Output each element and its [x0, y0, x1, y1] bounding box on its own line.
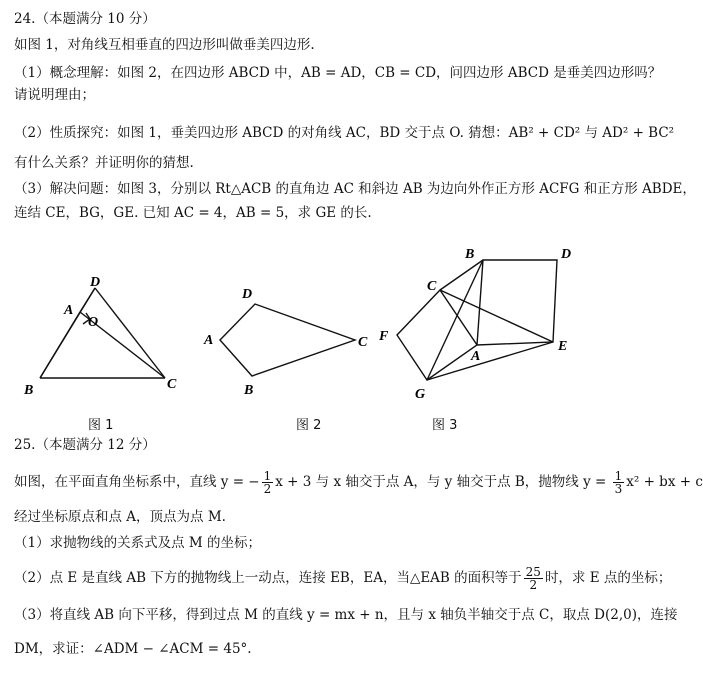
figure-2 — [200, 280, 390, 400]
fig1-caption: 图 1 — [88, 418, 114, 433]
q25-line1-pre: 如图，在平面直角坐标系中，直线 y = − — [14, 474, 260, 490]
fig3-label-b: B — [465, 247, 475, 262]
q24-part1-line2: 请说明理由； — [14, 87, 95, 103]
fig2-label-a: A — [204, 333, 214, 348]
fig3-label-g: G — [415, 387, 426, 402]
fig2-label-b: B — [244, 383, 254, 398]
fig3-label-f: F — [379, 329, 389, 344]
q24-intro: 如图 1，对角线互相垂直的四边形叫做垂美四边形. — [14, 37, 315, 53]
fraction-numerator: 25 — [525, 565, 541, 579]
fraction-numerator: 1 — [614, 469, 623, 483]
q24-part3-line2: 连结 CE，BG，GE. 已知 AC = 4，AB = 5，求 GE 的长. — [14, 205, 372, 221]
fig3-caption: 图 3 — [432, 418, 458, 433]
q25-line2: 经过坐标原点和点 A，顶点为点 M. — [14, 509, 226, 525]
fraction-denominator: 3 — [614, 482, 623, 496]
fraction-denominator: 2 — [263, 482, 272, 496]
q25-header: 25.（本题满分 12 分） — [14, 437, 156, 453]
fig3-label-c: C — [427, 279, 437, 294]
fig2-caption: 图 2 — [296, 418, 322, 433]
q25-line1-mid: x + 3 与 x 轴交于点 A，与 y 轴交于点 B，抛物线 y = — [275, 474, 611, 490]
q25-line1 — [14, 470, 703, 495]
q25-part1: （1）求抛物线的关系式及点 M 的坐标； — [14, 535, 261, 551]
q25-part3: （3）将直线 AB 向下平移，得到过点 M 的直线 y = mx + n，且与 x 轴负半轴交于点 C，取点 D(2,0)，连接 — [14, 607, 678, 623]
q25-line1-post: x² + bx + c — [626, 474, 703, 490]
fig1-label-b: B — [24, 383, 34, 398]
fig2-label-d: D — [242, 287, 253, 302]
fig1-label-o: O — [88, 315, 99, 330]
fig1-label-c: C — [167, 377, 177, 392]
fig3-label-d: D — [561, 247, 572, 262]
q24-part3-line1: （3）解决问题：如图 3，分别以 Rt△ACB 的直角边 AC 和斜边 AB 为边向外作正方形 ACFG 和正方形 ABDE， — [14, 181, 696, 197]
q25-part2-post: 时，求 E 点的坐标； — [544, 570, 672, 586]
fraction-1-3 — [613, 470, 625, 495]
q24-header: 24.（本题满分 10 分） — [14, 11, 156, 27]
fig3-label-e: E — [558, 339, 568, 354]
q25-part2 — [14, 566, 671, 591]
fraction-25-2 — [524, 566, 543, 591]
q24-part2-line2: 有什么关系？并证明你的猜想. — [14, 155, 194, 171]
figure-3 — [375, 240, 595, 410]
fig2-label-c: C — [358, 335, 368, 350]
q24-part2-line1: （2）性质探究：如图 1，垂美四边形 ABCD 的对角线 AC，BD 交于点 O. 猜想：AB² + CD² 与 AD² + BC² — [14, 125, 675, 141]
figure-1 — [20, 272, 200, 402]
fig1-label-d: D — [90, 275, 101, 290]
fig1-label-a: A — [64, 303, 74, 318]
fraction-numerator: 1 — [263, 469, 272, 483]
q25-part2-pre: （2）点 E 是直线 AB 下方的抛物线上一动点，连接 EB，EA，当△EAB 的面积等于 — [14, 570, 522, 586]
q25-part3-line2: DM，求证：∠ADM − ∠ACM = 45°. — [14, 641, 252, 657]
fig3-label-a: A — [471, 349, 481, 364]
fraction-1-2 — [262, 470, 274, 495]
fraction-denominator: 2 — [529, 578, 538, 592]
q24-part1-line1: （1）概念理解：如图 2，在四边形 ABCD 中，AB = AD，CB = CD，问四边形 ABCD 是垂美四边形吗？ — [14, 65, 662, 81]
